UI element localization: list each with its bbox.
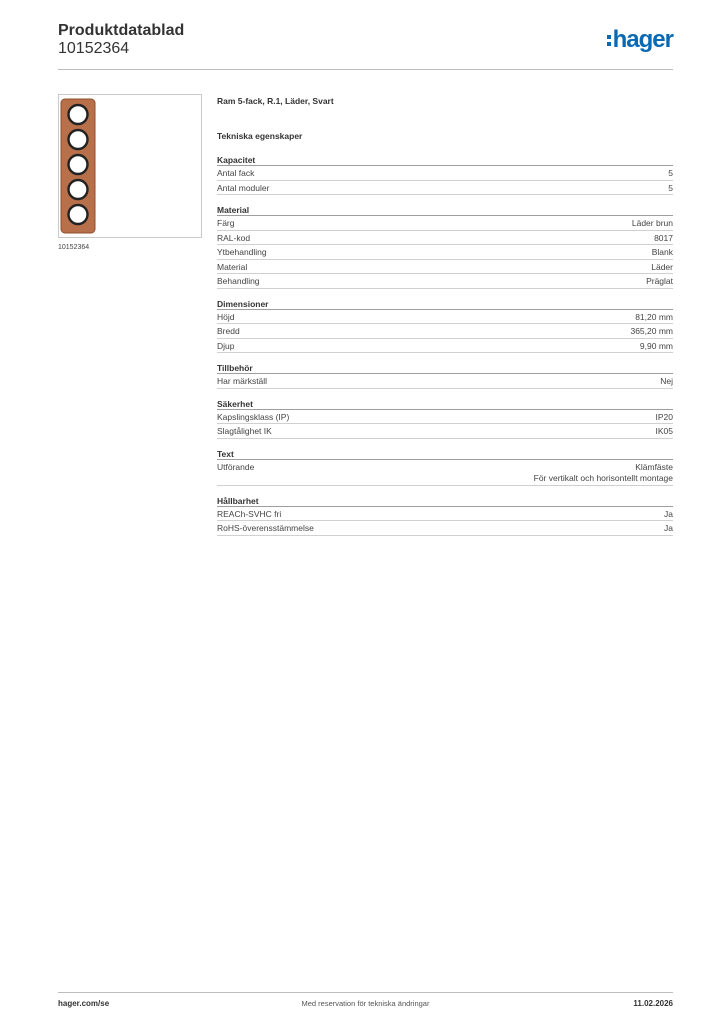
footer-disclaimer: Med reservation för tekniska ändringar — [301, 999, 430, 1008]
property-value-line: 365,20 mm — [630, 326, 673, 336]
property-value — [668, 168, 673, 180]
property-value-line: Ja — [664, 523, 673, 533]
property-value-line: Läder brun — [631, 218, 673, 228]
property-label: Färg — [217, 218, 235, 228]
property-value — [630, 326, 673, 338]
property-row — [217, 260, 673, 275]
property-value — [632, 218, 673, 230]
property-label: Kapslingsklass (IP) — [217, 411, 290, 422]
property-sections — [217, 155, 673, 536]
property-section — [217, 155, 673, 195]
hager-logo — [607, 26, 673, 54]
property-label: Höjd — [217, 311, 235, 322]
property-value-line: 5 — [668, 182, 673, 193]
logo-mark-icon — [607, 35, 611, 46]
property-label: Antal fack — [217, 168, 255, 178]
properties-title: Tekniska egenskaper — [217, 131, 303, 141]
property-value-line: 81,20 mm — [635, 311, 673, 322]
property-value-line: 9,90 mm — [639, 340, 673, 351]
property-value — [654, 233, 673, 245]
property-label: Har märkställ — [217, 376, 268, 386]
product-image — [58, 94, 202, 238]
property-value — [534, 462, 673, 485]
property-value — [651, 262, 673, 274]
property-row — [217, 507, 673, 522]
property-row — [217, 339, 673, 354]
document-title: Produktdatablad — [58, 22, 185, 39]
property-row — [217, 216, 673, 231]
property-label: Slagtålighet IK — [217, 426, 272, 436]
section-title: Kapacitet — [217, 155, 673, 166]
property-row — [217, 374, 673, 389]
property-row — [217, 324, 673, 339]
property-row — [217, 460, 673, 486]
page-header — [58, 22, 673, 70]
section-title: Dimensioner — [217, 299, 673, 310]
section-title: Säkerhet — [217, 399, 673, 410]
frame-5-gang-image — [59, 95, 201, 237]
property-row — [217, 410, 673, 425]
section-title: Hållbarhet — [217, 496, 673, 507]
property-label: Antal moduler — [217, 182, 270, 193]
property-value-line: IP20 — [655, 411, 673, 422]
property-value-line: IK05 — [655, 426, 673, 436]
property-row — [217, 231, 673, 246]
property-value-line: Klämfäste — [635, 461, 673, 472]
product-name: Ram 5-fack, R.1, Läder, Svart — [217, 96, 334, 106]
property-value — [646, 276, 673, 288]
property-value-line: Läder — [651, 261, 673, 272]
property-section — [217, 363, 673, 389]
property-value-line: Ja — [664, 508, 673, 519]
property-row — [217, 424, 673, 439]
property-label: Behandling — [217, 276, 260, 286]
property-value-line: För vertikalt och horisontellt montage — [533, 472, 673, 483]
property-value — [656, 412, 674, 424]
property-row — [217, 521, 673, 536]
property-row — [217, 245, 673, 260]
property-label: RoHS-överensstämmelse — [217, 523, 314, 533]
property-section — [217, 299, 673, 354]
property-label: Djup — [217, 340, 235, 351]
property-value-line: 5 — [668, 168, 673, 178]
property-value — [652, 247, 673, 259]
property-label: REACh-SVHC fri — [217, 508, 282, 519]
property-value — [656, 426, 674, 438]
property-section — [217, 449, 673, 486]
property-section — [217, 496, 673, 536]
property-row — [217, 166, 673, 181]
property-label: RAL-kod — [217, 232, 251, 243]
footer-website: hager.com/se — [58, 999, 110, 1008]
property-value — [640, 341, 673, 353]
property-label: Material — [217, 261, 248, 272]
article-number: 10152364 — [58, 40, 130, 57]
section-title: Text — [217, 449, 673, 460]
property-row — [217, 181, 673, 196]
property-value-line: Präglat — [646, 276, 673, 286]
logo-text: hager — [612, 26, 673, 53]
property-label: Bredd — [217, 326, 240, 336]
property-label: Ytbehandling — [217, 247, 267, 257]
property-value — [635, 312, 673, 324]
page-footer — [58, 992, 673, 1012]
property-value-line: 8017 — [654, 232, 673, 243]
image-caption: 10152364 — [58, 244, 90, 251]
section-title: Material — [217, 205, 673, 216]
section-title: Tillbehör — [217, 363, 673, 374]
property-value — [660, 376, 673, 388]
product-details — [217, 96, 673, 536]
footer-date: 11.02.2026 — [633, 999, 673, 1008]
property-value-line: Nej — [660, 376, 673, 386]
property-row — [217, 310, 673, 325]
property-value — [664, 523, 673, 535]
property-row — [217, 274, 673, 289]
property-section — [217, 399, 673, 439]
property-section — [217, 205, 673, 289]
property-label: Utförande — [217, 461, 255, 472]
property-value-line: Blank — [651, 247, 673, 257]
property-value — [664, 509, 673, 521]
property-value — [668, 183, 673, 195]
